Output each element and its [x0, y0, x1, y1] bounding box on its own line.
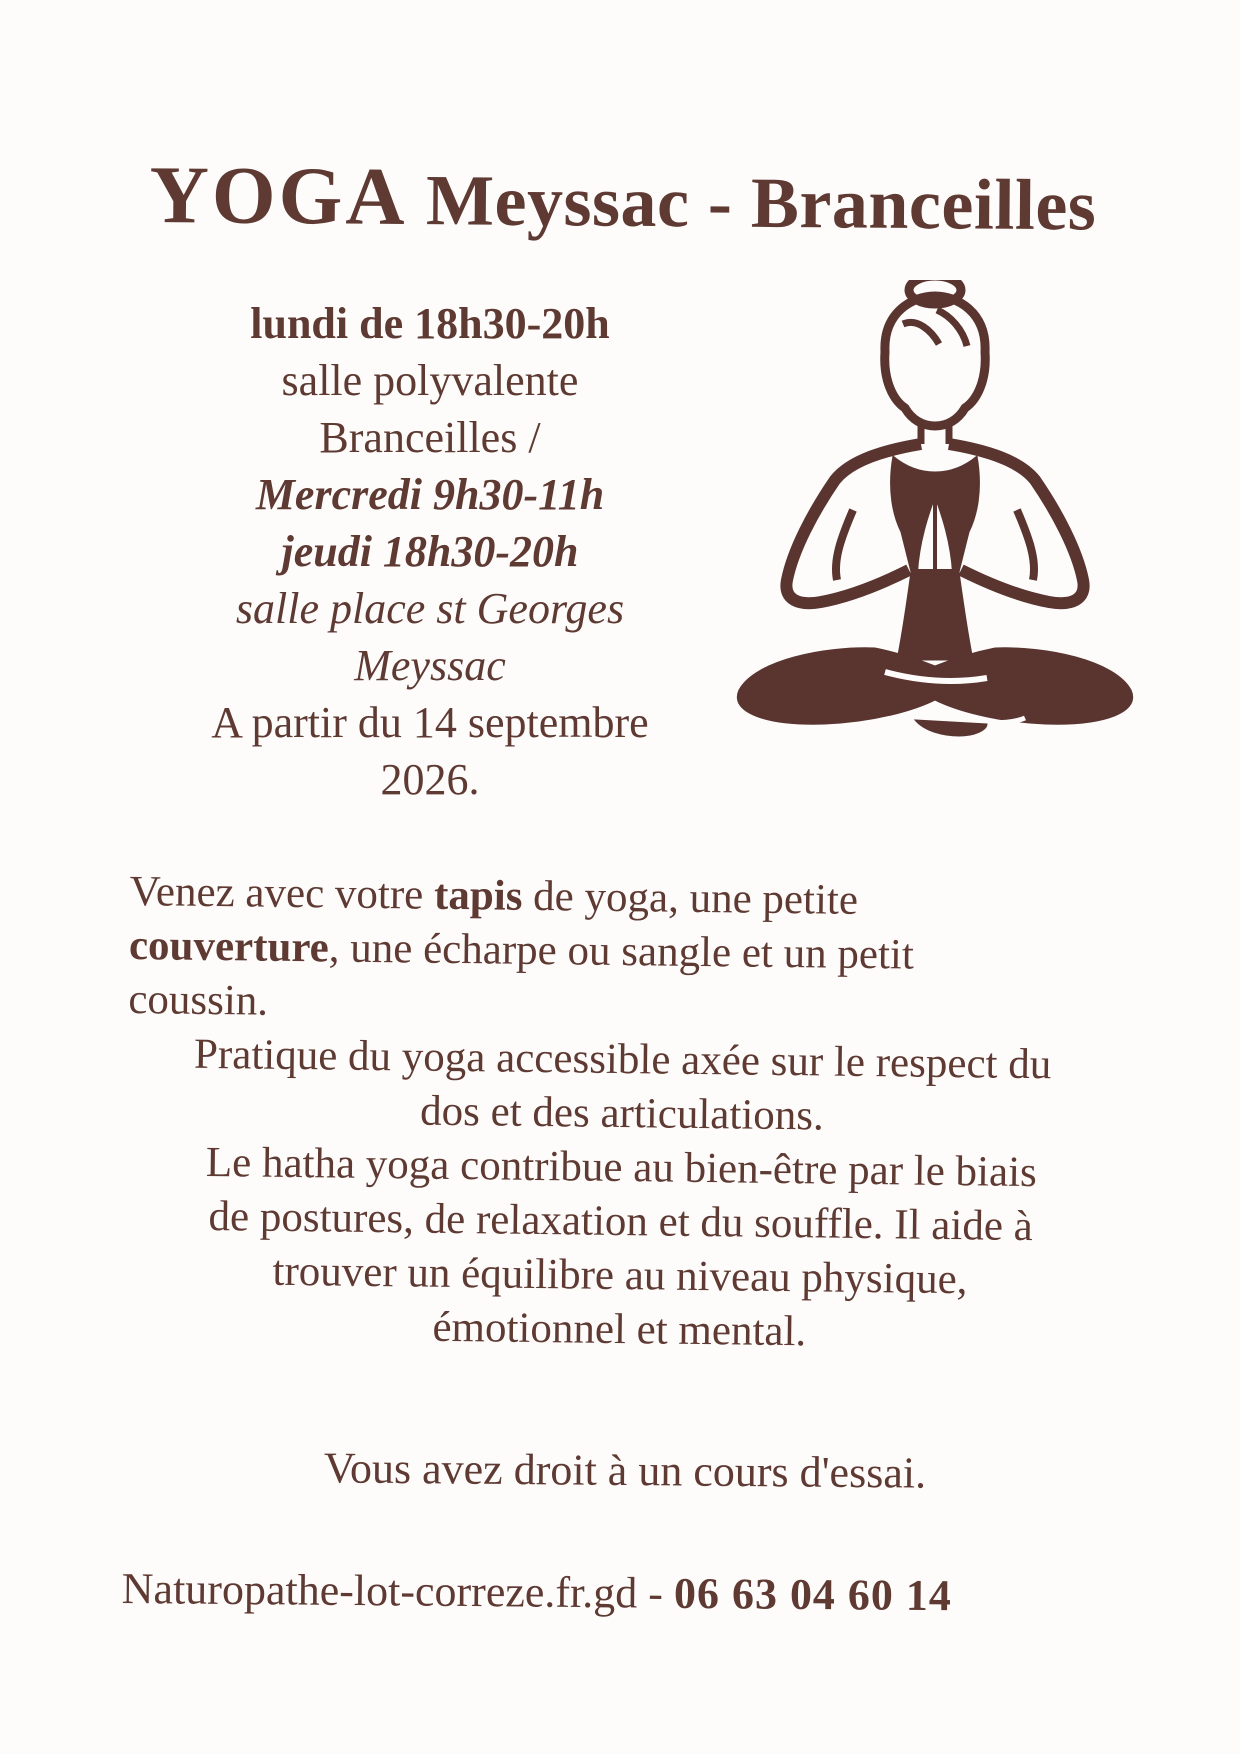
schedule-block [170, 295, 690, 808]
title-yoga: YOGA [149, 148, 408, 243]
bold-couverture: couverture [128, 921, 330, 972]
description-line-4: Pratique du yoga accessible axée sur le respect du [193, 1030, 1052, 1089]
contact-line [122, 1563, 1132, 1623]
description-block [124, 865, 1120, 1363]
text-span: , une écharpe ou sangle et un petit [328, 924, 915, 979]
schedule-venue-2: salle place st Georges [235, 584, 625, 633]
schedule-wednesday: Mercredi 9h30-11h [255, 470, 605, 519]
title-location: Meyssac - Branceilles [425, 160, 1097, 246]
description-line-6: Le hatha yoga contribue au bien-être par le biais [205, 1138, 1038, 1197]
description-line-3: coussin. [128, 975, 269, 1025]
flyer-title [149, 148, 1110, 250]
description-line-8: trouver un équilibre au niveau physique, [272, 1247, 968, 1304]
meditating-woman-icon [725, 280, 1145, 780]
text-span: Venez avec votre [129, 867, 435, 919]
schedule-venue-1: salle polyvalente [281, 356, 579, 405]
schedule-town-2: Meyssac [354, 641, 506, 690]
phone-number[interactable]: 06 63 04 60 14 [673, 1568, 953, 1621]
description-line-9: émotionnel et mental. [432, 1303, 807, 1356]
schedule-start-date: A partir du 14 septembre [211, 698, 649, 747]
schedule-start-year: 2026. [380, 755, 480, 804]
website-link[interactable]: Naturopathe-lot-correze.fr.gd [121, 1564, 638, 1618]
trial-class-note: Vous avez droit à un cours d'essai. [323, 1443, 927, 1498]
bold-tapis: tapis [433, 871, 523, 920]
schedule-town-1: Branceilles / [319, 413, 541, 462]
description-line-5: dos et des articulations. [419, 1087, 825, 1140]
schedule-thursday: jeudi 18h30-20h [281, 527, 579, 576]
schedule-monday: lundi de 18h30-20h [250, 299, 610, 348]
text-span: de yoga, une petite [522, 872, 859, 924]
contact-separator: - [637, 1568, 675, 1618]
description-line-7: de postures, de relaxation et du souffle. Il aide à [208, 1192, 1034, 1251]
